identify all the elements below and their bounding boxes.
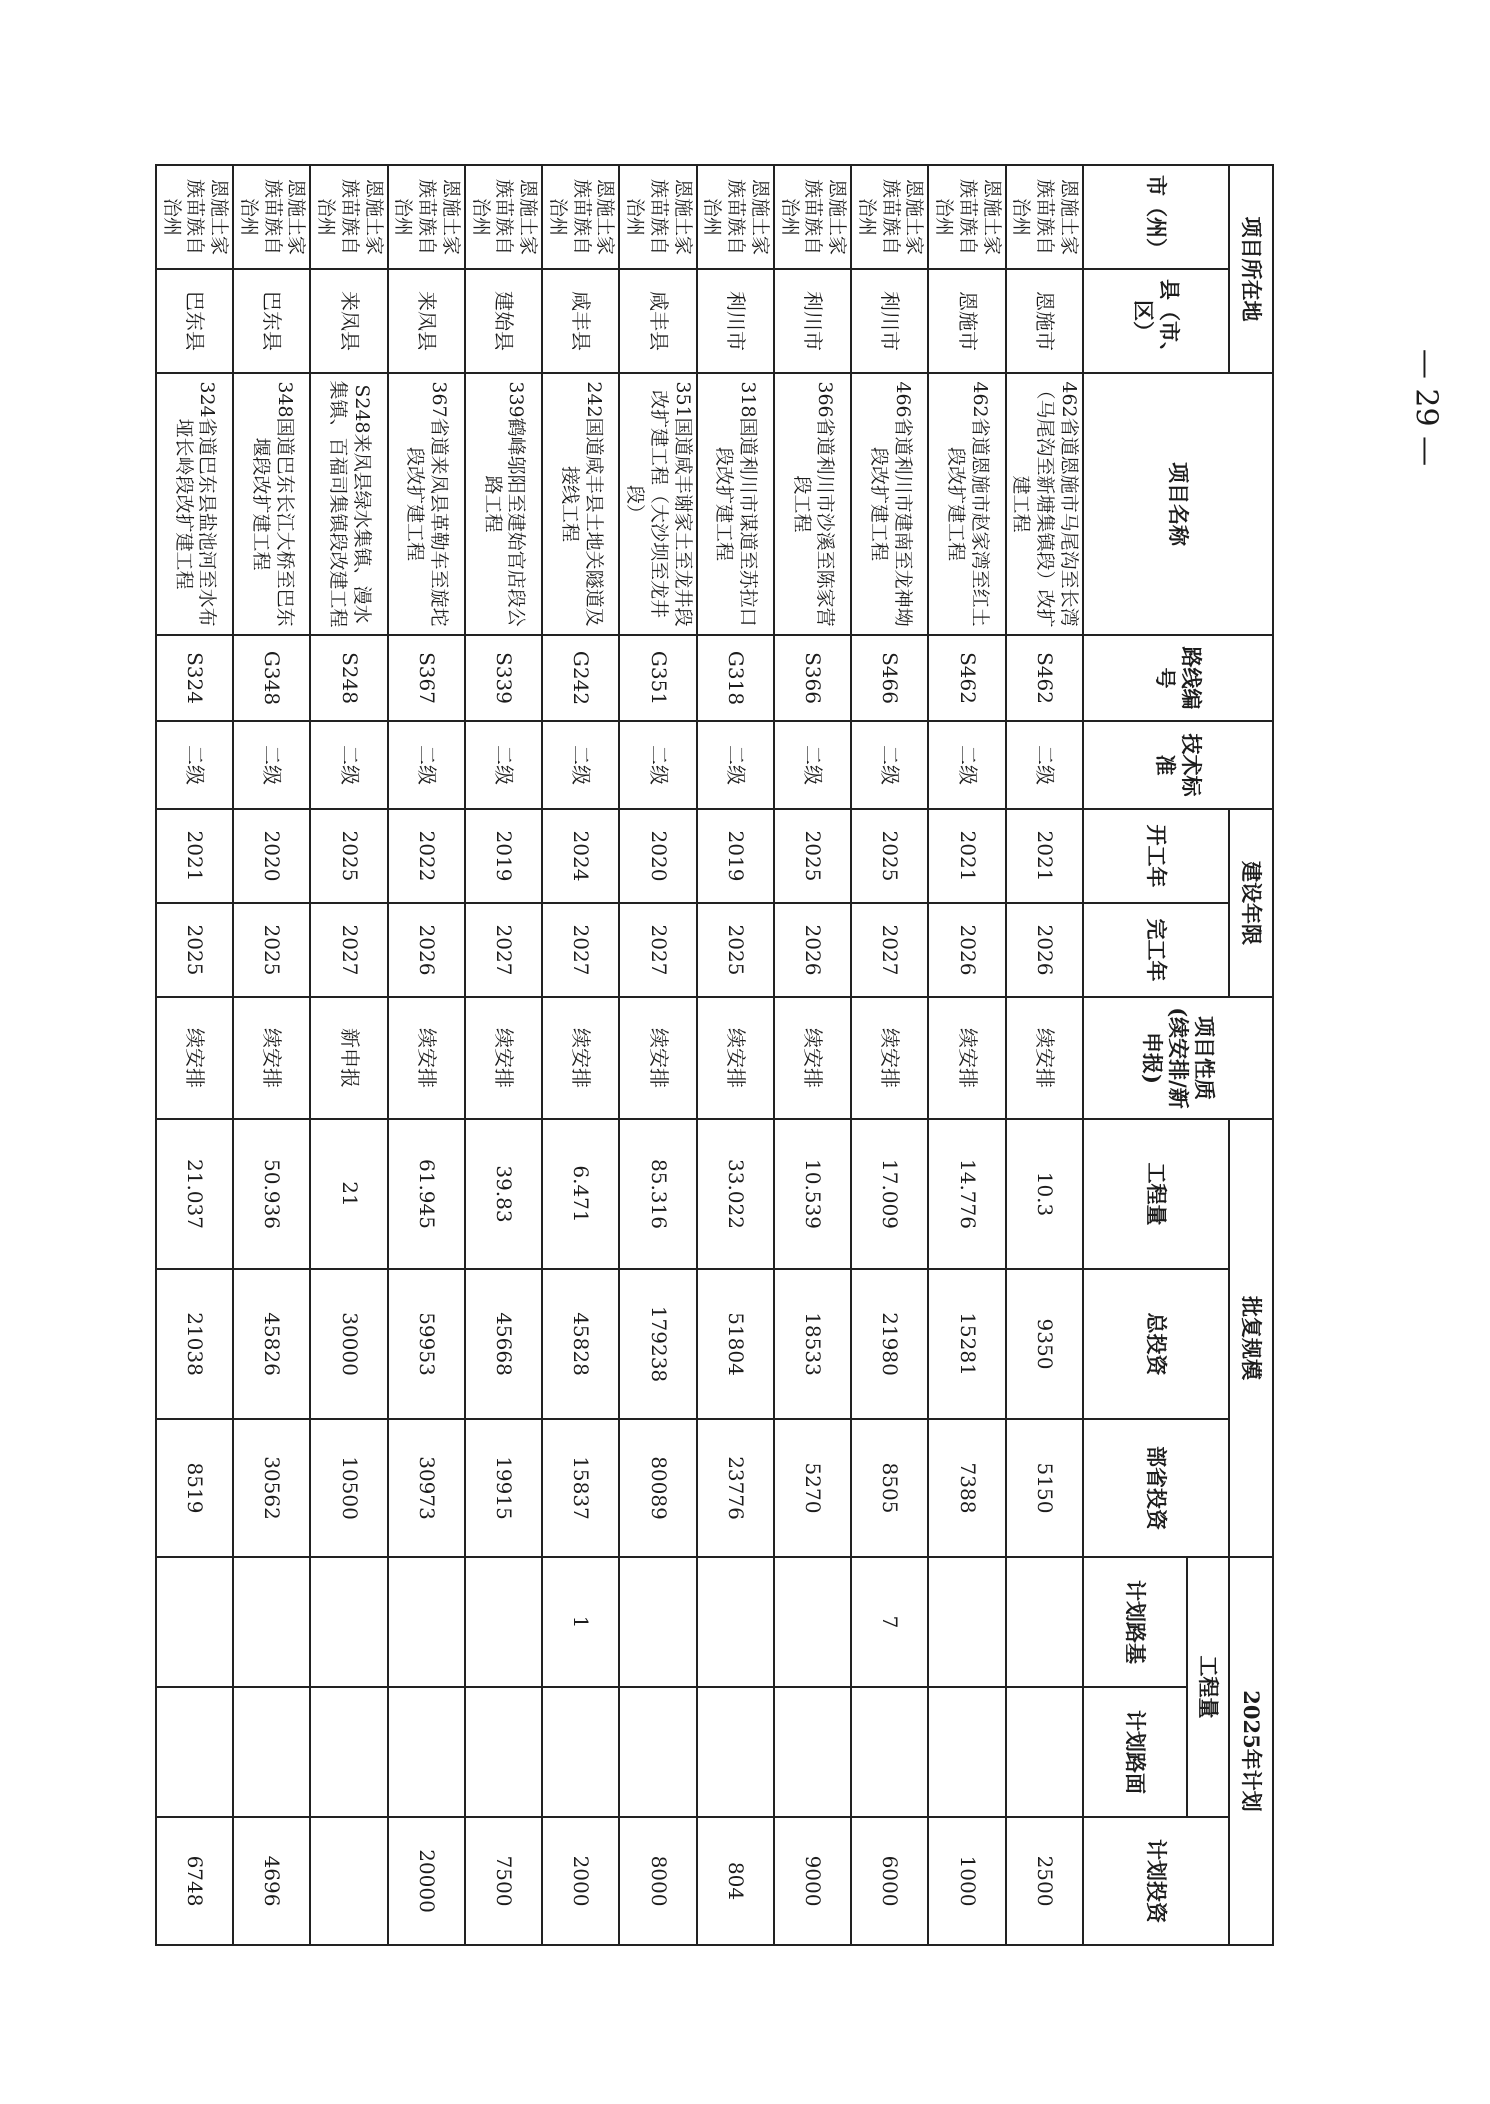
quantity-cell: 10.539 — [774, 1119, 851, 1269]
route-cell: S462 — [929, 635, 1006, 721]
plan-roadbed-cell — [388, 1557, 465, 1687]
plan-invest-cell: 8000 — [620, 1817, 697, 1945]
start-year-cell: 2021 — [929, 809, 1006, 903]
tech-cell: 二级 — [851, 721, 928, 809]
tech-cell: 二级 — [697, 721, 774, 809]
plan-invest-cell: 9000 — [774, 1817, 851, 1945]
start-year-cell: 2025 — [774, 809, 851, 903]
tech-cell: 二级 — [620, 721, 697, 809]
header-plan-roadbed: 计划路基 — [1083, 1557, 1187, 1687]
quantity-cell: 85.316 — [620, 1119, 697, 1269]
plan-invest-cell: 2500 — [1006, 1817, 1083, 1945]
nature-cell: 续安排 — [1006, 997, 1083, 1119]
plan-roadbed-cell — [465, 1557, 542, 1687]
plan-surface-cell — [311, 1687, 388, 1817]
header-end: 完工年 — [1083, 903, 1229, 997]
end-year-cell: 2025 — [233, 903, 310, 997]
header-county: 县（市、区） — [1083, 269, 1229, 373]
header-start: 开工年 — [1083, 809, 1229, 903]
city-cell: 恩施土家族苗族自治州 — [542, 165, 619, 269]
plan-roadbed-cell: 7 — [851, 1557, 928, 1687]
project-name-cell: 462省道恩施市马尾沟至长湾（马尾沟至新塘集镇段）改扩建工程 — [1006, 373, 1083, 635]
start-year-cell: 2019 — [465, 809, 542, 903]
end-year-cell: 2027 — [311, 903, 388, 997]
plan-invest-cell: 1000 — [929, 1817, 1006, 1945]
total-invest-cell: 59953 — [388, 1269, 465, 1419]
header-quantity: 工程量 — [1083, 1119, 1229, 1269]
end-year-cell: 2026 — [929, 903, 1006, 997]
city-cell: 恩施土家族苗族自治州 — [851, 165, 928, 269]
county-cell: 巴东县 — [156, 269, 233, 373]
header-plan2025: 2025年计划 — [1229, 1557, 1273, 1945]
nature-cell: 续安排 — [233, 997, 310, 1119]
nature-cell: 续安排 — [697, 997, 774, 1119]
route-cell: G318 — [697, 635, 774, 721]
page-number: — 29 — — [1408, 348, 1444, 467]
nature-cell: 续安排 — [156, 997, 233, 1119]
table-row — [774, 165, 851, 1945]
route-cell: G351 — [620, 635, 697, 721]
ministry-invest-cell: 8505 — [851, 1419, 928, 1557]
end-year-cell: 2027 — [620, 903, 697, 997]
project-name-cell: 324省道巴东县盐池河至水布垭长岭段改扩建工程 — [156, 373, 233, 635]
plan-invest-cell: 7500 — [465, 1817, 542, 1945]
end-year-cell: 2026 — [1006, 903, 1083, 997]
total-invest-cell: 51804 — [697, 1269, 774, 1419]
rotated-table-container — [160, 164, 1274, 1944]
ministry-invest-cell: 15837 — [542, 1419, 619, 1557]
ministry-invest-cell: 23776 — [697, 1419, 774, 1557]
header-total: 总投资 — [1083, 1269, 1229, 1419]
table-row — [465, 165, 542, 1945]
total-invest-cell: 179238 — [620, 1269, 697, 1419]
header-tech: 技术标准 — [1083, 721, 1273, 809]
header-location: 项目所在地 — [1229, 165, 1273, 373]
route-cell: S367 — [388, 635, 465, 721]
plan-roadbed-cell — [929, 1557, 1006, 1687]
header-nature: 项目性质(续安排/新申报) — [1083, 997, 1273, 1119]
plan-surface-cell — [388, 1687, 465, 1817]
quantity-cell: 10.3 — [1006, 1119, 1083, 1269]
city-cell: 恩施土家族苗族自治州 — [388, 165, 465, 269]
end-year-cell: 2027 — [465, 903, 542, 997]
header-ministry: 部省投资 — [1083, 1419, 1229, 1557]
header-plan-quantity: 工程量 — [1187, 1557, 1229, 1817]
plan-roadbed-cell — [233, 1557, 310, 1687]
end-year-cell: 2025 — [156, 903, 233, 997]
nature-cell: 续安排 — [774, 997, 851, 1119]
tech-cell: 二级 — [311, 721, 388, 809]
project-name-cell: 366省道利川市沙溪至陈家营段工程 — [774, 373, 851, 635]
end-year-cell: 2025 — [697, 903, 774, 997]
plan-surface-cell — [851, 1687, 928, 1817]
ministry-invest-cell: 5150 — [1006, 1419, 1083, 1557]
city-cell: 恩施土家族苗族自治州 — [311, 165, 388, 269]
route-cell: G348 — [233, 635, 310, 721]
project-table — [155, 164, 1274, 1946]
project-name-cell: S248来凤县绿水集镇、漫水集镇、百福司集镇段改建工程 — [311, 373, 388, 635]
quantity-cell: 50.936 — [233, 1119, 310, 1269]
tech-cell: 二级 — [774, 721, 851, 809]
county-cell: 恩施市 — [1006, 269, 1083, 373]
county-cell: 来凤县 — [311, 269, 388, 373]
plan-invest-cell — [311, 1817, 388, 1945]
plan-surface-cell — [697, 1687, 774, 1817]
plan-invest-cell: 804 — [697, 1817, 774, 1945]
nature-cell: 新申报 — [311, 997, 388, 1119]
nature-cell: 续安排 — [542, 997, 619, 1119]
ministry-invest-cell: 8519 — [156, 1419, 233, 1557]
plan-surface-cell — [542, 1687, 619, 1817]
table-row — [620, 165, 697, 1945]
plan-roadbed-cell — [697, 1557, 774, 1687]
route-cell: S324 — [156, 635, 233, 721]
county-cell: 利川市 — [774, 269, 851, 373]
route-cell: S339 — [465, 635, 542, 721]
route-cell: S462 — [1006, 635, 1083, 721]
plan-roadbed-cell — [1006, 1557, 1083, 1687]
project-name-cell: 348国道巴东长江大桥至巴东堰段改扩建工程 — [233, 373, 310, 635]
header-city: 市（州） — [1083, 165, 1229, 269]
plan-invest-cell: 6000 — [851, 1817, 928, 1945]
total-invest-cell: 21038 — [156, 1269, 233, 1419]
ministry-invest-cell: 30562 — [233, 1419, 310, 1557]
plan-roadbed-cell — [156, 1557, 233, 1687]
county-cell: 恩施市 — [929, 269, 1006, 373]
route-cell: S248 — [311, 635, 388, 721]
plan-surface-cell — [1006, 1687, 1083, 1817]
start-year-cell: 2020 — [620, 809, 697, 903]
table-row — [156, 165, 233, 1945]
county-cell: 来凤县 — [388, 269, 465, 373]
plan-invest-cell: 6748 — [156, 1817, 233, 1945]
county-cell: 巴东县 — [233, 269, 310, 373]
total-invest-cell: 45828 — [542, 1269, 619, 1419]
plan-surface-cell — [774, 1687, 851, 1817]
table-row — [851, 165, 928, 1945]
start-year-cell: 2019 — [697, 809, 774, 903]
tech-cell: 二级 — [929, 721, 1006, 809]
total-invest-cell: 18533 — [774, 1269, 851, 1419]
header-period: 建设年限 — [1229, 809, 1273, 997]
header-name: 项目名称 — [1083, 373, 1273, 635]
tech-cell: 二级 — [233, 721, 310, 809]
start-year-cell: 2025 — [851, 809, 928, 903]
ministry-invest-cell: 10500 — [311, 1419, 388, 1557]
plan-surface-cell — [156, 1687, 233, 1817]
county-cell: 利川市 — [851, 269, 928, 373]
table-row — [929, 165, 1006, 1945]
ministry-invest-cell: 7388 — [929, 1419, 1006, 1557]
total-invest-cell: 15281 — [929, 1269, 1006, 1419]
quantity-cell: 21.037 — [156, 1119, 233, 1269]
quantity-cell: 21 — [311, 1119, 388, 1269]
project-name-cell: 318国道利川市谋道至苏拉口段改扩建工程 — [697, 373, 774, 635]
table-row — [233, 165, 310, 1945]
tech-cell: 二级 — [388, 721, 465, 809]
plan-surface-cell — [929, 1687, 1006, 1817]
county-cell: 建始县 — [465, 269, 542, 373]
table-row — [388, 165, 465, 1945]
project-name-cell: 466省道利川市建南至龙神坳段改扩建工程 — [851, 373, 928, 635]
route-cell: S366 — [774, 635, 851, 721]
city-cell: 恩施土家族苗族自治州 — [156, 165, 233, 269]
nature-cell: 续安排 — [620, 997, 697, 1119]
ministry-invest-cell: 19915 — [465, 1419, 542, 1557]
quantity-cell: 61.945 — [388, 1119, 465, 1269]
start-year-cell: 2025 — [311, 809, 388, 903]
plan-invest-cell: 20000 — [388, 1817, 465, 1945]
ministry-invest-cell: 30973 — [388, 1419, 465, 1557]
project-name-cell: 462省道恩施市赵家湾至红土段改扩建工程 — [929, 373, 1006, 635]
plan-roadbed-cell — [620, 1557, 697, 1687]
table-row — [697, 165, 774, 1945]
table-row — [311, 165, 388, 1945]
city-cell: 恩施土家族苗族自治州 — [774, 165, 851, 269]
header-route: 路线编号 — [1083, 635, 1273, 721]
tech-cell: 二级 — [542, 721, 619, 809]
city-cell: 恩施土家族苗族自治州 — [697, 165, 774, 269]
city-cell: 恩施土家族苗族自治州 — [929, 165, 1006, 269]
county-cell: 利川市 — [697, 269, 774, 373]
nature-cell: 续安排 — [465, 997, 542, 1119]
tech-cell: 二级 — [156, 721, 233, 809]
plan-invest-cell: 2000 — [542, 1817, 619, 1945]
tech-cell: 二级 — [465, 721, 542, 809]
nature-cell: 续安排 — [388, 997, 465, 1119]
plan-surface-cell — [465, 1687, 542, 1817]
table-row — [1006, 165, 1083, 1945]
route-cell: G242 — [542, 635, 619, 721]
quantity-cell: 17.009 — [851, 1119, 928, 1269]
plan-roadbed-cell — [311, 1557, 388, 1687]
ministry-invest-cell: 80089 — [620, 1419, 697, 1557]
project-name-cell: 339鹤峰邬阳至建始官店段公路工程 — [465, 373, 542, 635]
header-plan-invest: 计划投资 — [1083, 1817, 1229, 1945]
nature-cell: 续安排 — [929, 997, 1006, 1119]
table-row — [542, 165, 619, 1945]
end-year-cell: 2026 — [774, 903, 851, 997]
start-year-cell: 2020 — [233, 809, 310, 903]
project-name-cell: 367省道来凤县革勒车至旋坨段改扩建工程 — [388, 373, 465, 635]
city-cell: 恩施土家族苗族自治州 — [1006, 165, 1083, 269]
table-body — [156, 165, 1083, 1945]
project-name-cell: 351国道咸丰谢家土至龙井段改扩建工程（大沙坝至龙井段） — [620, 373, 697, 635]
start-year-cell: 2021 — [156, 809, 233, 903]
plan-roadbed-cell: 1 — [542, 1557, 619, 1687]
plan-surface-cell — [620, 1687, 697, 1817]
start-year-cell: 2022 — [388, 809, 465, 903]
start-year-cell: 2024 — [542, 809, 619, 903]
total-invest-cell: 30000 — [311, 1269, 388, 1419]
end-year-cell: 2027 — [542, 903, 619, 997]
route-cell: S466 — [851, 635, 928, 721]
quantity-cell: 39.83 — [465, 1119, 542, 1269]
quantity-cell: 6.471 — [542, 1119, 619, 1269]
tech-cell: 二级 — [1006, 721, 1083, 809]
project-name-cell: 242国道咸丰县土地关隧道及接线工程 — [542, 373, 619, 635]
county-cell: 咸丰县 — [620, 269, 697, 373]
nature-cell: 续安排 — [851, 997, 928, 1119]
total-invest-cell: 45668 — [465, 1269, 542, 1419]
total-invest-cell: 21980 — [851, 1269, 928, 1419]
total-invest-cell: 45826 — [233, 1269, 310, 1419]
header-plan-surface: 计划路面 — [1083, 1687, 1187, 1817]
plan-roadbed-cell — [774, 1557, 851, 1687]
header-approved: 批复规模 — [1229, 1119, 1273, 1557]
plan-invest-cell: 4696 — [233, 1817, 310, 1945]
end-year-cell: 2027 — [851, 903, 928, 997]
ministry-invest-cell: 5270 — [774, 1419, 851, 1557]
county-cell: 咸丰县 — [542, 269, 619, 373]
start-year-cell: 2021 — [1006, 809, 1083, 903]
city-cell: 恩施土家族苗族自治州 — [465, 165, 542, 269]
quantity-cell: 33.022 — [697, 1119, 774, 1269]
city-cell: 恩施土家族苗族自治州 — [233, 165, 310, 269]
total-invest-cell: 9350 — [1006, 1269, 1083, 1419]
plan-surface-cell — [233, 1687, 310, 1817]
city-cell: 恩施土家族苗族自治州 — [620, 165, 697, 269]
quantity-cell: 14.776 — [929, 1119, 1006, 1269]
end-year-cell: 2026 — [388, 903, 465, 997]
